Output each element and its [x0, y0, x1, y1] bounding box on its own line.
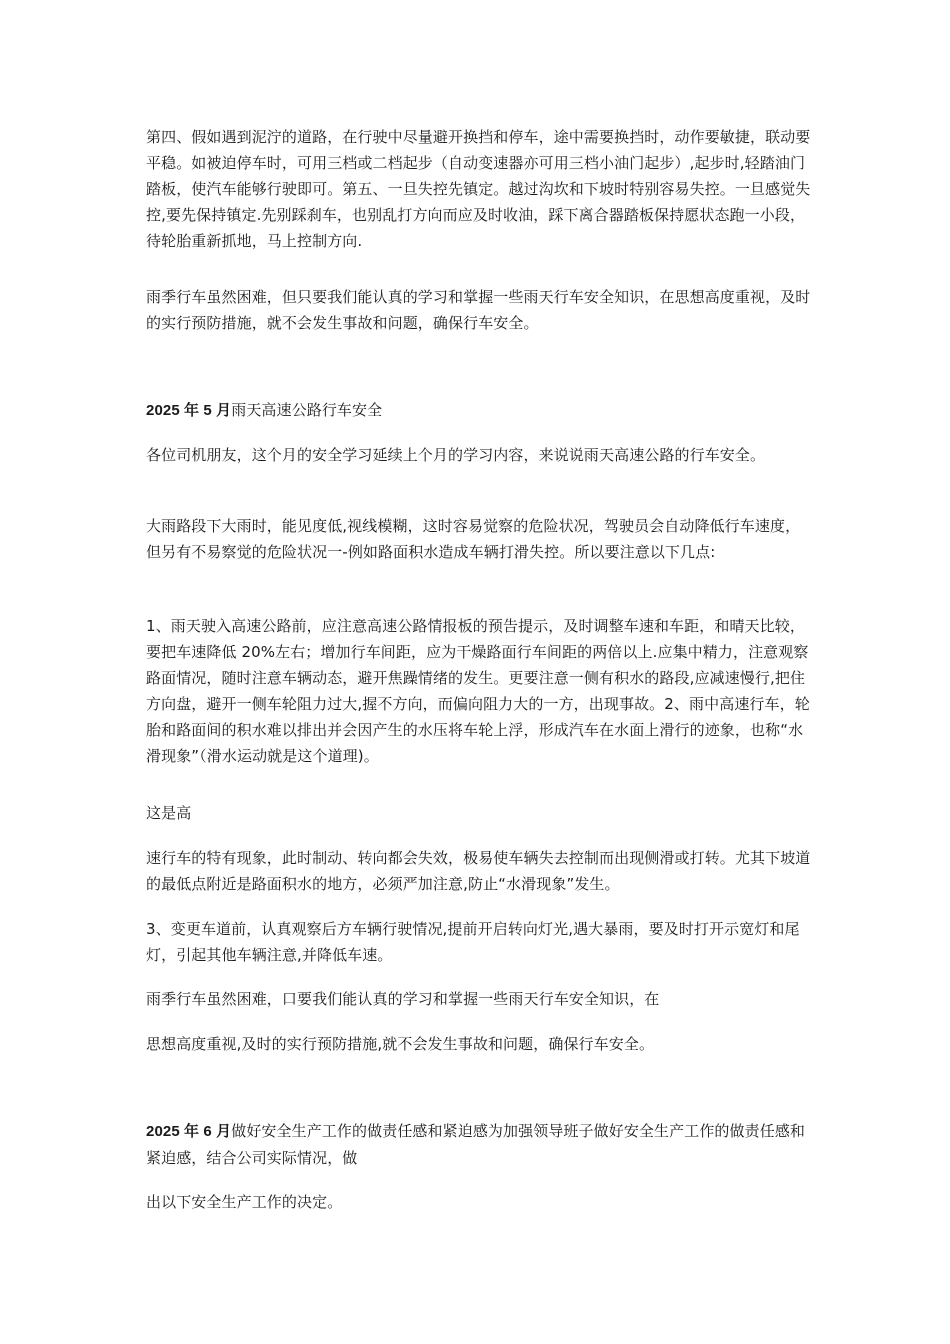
heading-june-year: 2025 年 6 月: [146, 1123, 232, 1140]
paragraph-summary-line-1: 雨季行车虽然困难，口要我们能认真的学习和掌握一些雨天行车安全知识，在: [146, 990, 660, 1008]
heading-may-year: 2025 年 5 月: [146, 402, 232, 419]
heading-june-title: 做好安全生产工作的做责任感和紧迫感为加强领导班子做好安全生产工作的做责任感和紧迫感，结合公司实际情况，做: [146, 1122, 806, 1167]
heading-may-title: 雨天高速公路行车安全: [231, 401, 383, 419]
paragraph-point-3: 3、变更车道前，认真观察后方车辆行驶情况,提前开启转向灯光,遇大暴雨，要及时打开示宽灯和尾灯，引起其他车辆注意,并降低车速。: [146, 920, 800, 964]
paragraph-decision: 出以下安全生产工作的决定。: [146, 1193, 343, 1211]
paragraph-this-is-high: 这是高: [146, 804, 192, 822]
paragraph-rainy-summary: 雨季行车虽然困难，但只要我们能认真的学习和掌握一些雨天行车安全知识，在思想高度重视，及时的实行预防措施，就不会发生事故和问题，确保行车安全。: [146, 288, 811, 332]
paragraph-heavy-rain: 大雨路段下大雨时，能见度低,视线模糊，这时容易觉察的危险状况，驾驶员会自动降低行车速度，但另有不易察觉的危险状况一-例如路面积水造成车辆打滑失控。所以要注意以下几点:: [146, 517, 801, 561]
paragraph-muddy-road: 第四、假如遇到泥泞的道路，在行驶中尽量避开换挡和停车，途中需要换挡时，动作要敏捷，联动要平稳。如被迫停车时，可用三档或二档起步（自动变速器亦可用三档小油门起步）,起步时,轻踏油门踏板，使汽车能够行驶即可。第五、一旦失控先镇定。越过沟坎和下坡时特别容易失控。一旦感觉失控,要先保持镇定.先别踩刹车，也别乱打方向而应及时收油，踩下离合器踏板保持愿状态跑一小段，待轮胎重新抓地，马上控制方向.: [146, 128, 811, 250]
heading-june-2025: [146, 1118, 814, 1171]
heading-may-2025: [146, 397, 814, 424]
paragraph-point-1-2: 1、雨天驶入高速公路前，应注意高速公路情报板的预告提示，及时调整车速和车距，和晴天比较，要把车速降低 20%左右；增加行车间距，应为干燥路面行车间距的两倍以上.应集中精力，注意观察路面情况，随时注意车辆动态，避开焦躁情绪的发生。更要注意一侧有积水的路段,应减速慢行,把住方向盘，避开一侧车轮阻力过大,握不方向，而偏向阻力大的一方，出现事故。2、雨中高速行车，轮胎和路面间的积水难以排出并会因产生的水压将车轮上浮，形成汽车在水面上滑行的迹象，也称“水滑现象”（滑水运动就是这个道理)。: [146, 617, 810, 765]
paragraph-hydroplaning: 速行车的特有现象，此时制动、转向都会失效，极易使车辆失去控制而出现侧滑或打转。尤其下坡道的最低点附近是路面积水的地方，必须严加注意,防止“水滑现象”发生。: [146, 849, 811, 893]
paragraph-summary-line-2: 思想高度重视,及时的实行预防措施,就不会发生事故和问题，确保行车安全。: [146, 1035, 655, 1053]
paragraph-greeting: 各位司机朋友，这个月的安全学习延续上个月的学习内容，来说说雨天高速公路的行车安全。: [146, 446, 766, 464]
